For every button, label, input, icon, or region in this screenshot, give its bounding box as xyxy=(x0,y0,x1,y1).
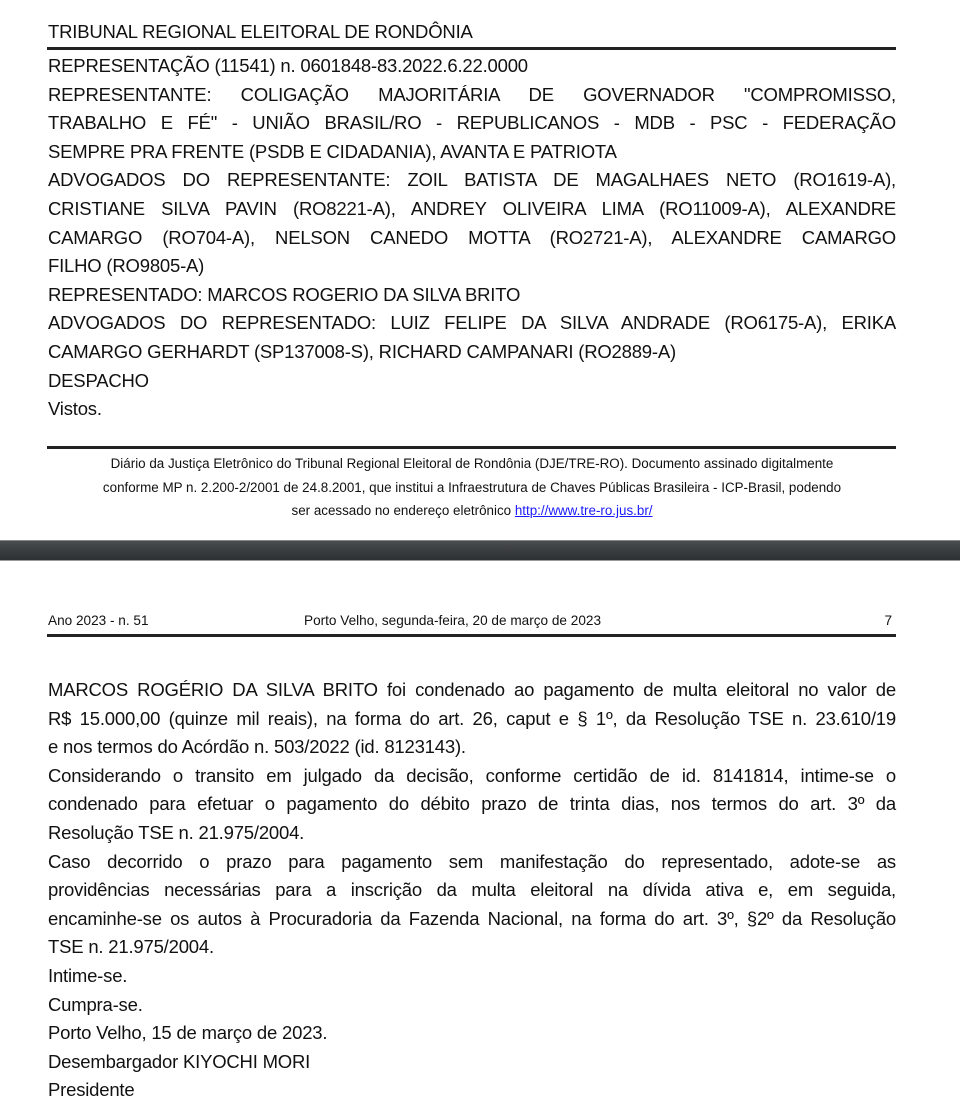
text-line: Caso decorrido o prazo para pagamento sem manifestação do representado, adote-se as xyxy=(48,850,896,872)
text-line: SEMPRE PRA FRENTE (PSDB E CIDADANIA), AVANTA E PATRIOTA xyxy=(48,140,617,162)
text-line: Considerando o transito em julgado da decisão, conforme certidão de id. 8141814, intime-se o xyxy=(48,764,896,786)
text-line: encaminhe-se os autos à Procuradoria da Fazenda Nacional, na forma do art. 3º, §2º da Resolução xyxy=(48,907,896,929)
text-line: ADVOGADOS DO REPRESENTADO: LUIZ FELIPE DA SILVA ANDRADE (RO6175-A), ERIKA xyxy=(48,312,896,334)
text-line: Resolução TSE n. 21.975/2004. xyxy=(48,821,305,843)
text-line: R$ 15.000,00 (quinze mil reais), na forma do art. 26, caput e § 1º, da Resolução TSE n. 23.610/19 xyxy=(48,707,896,729)
text-line: CAMARGO (RO704-A), NELSON CANEDO MOTTA (RO2721-A), ALEXANDRE CAMARGO xyxy=(48,226,896,248)
footer-line-1: Diário da Justiça Eletrônico do Tribunal Regional Eleitoral de Rondônia (DJE/TRE-RO). Documento assinado digitalmente xyxy=(110,456,834,471)
despacho-body xyxy=(48,676,896,1105)
text-line: Presidente xyxy=(48,1079,135,1101)
text-line: REPRESENTAÇÃO (11541) n. 0601848-83.2022.6.22.0000 xyxy=(48,55,528,76)
edition-number: Ano 2023 - n. 51 xyxy=(48,613,149,628)
document-page-bottom xyxy=(0,561,960,1110)
footer-line-2: conforme MP n. 2.200-2/2001 de 24.8.2001, que institui a Infraestrutura de Chaves Públicas Brasileira - ICP-Brasil, podendo xyxy=(102,479,842,495)
footer-note xyxy=(48,452,896,523)
text-line: Desembargador KIYOCHI MORI xyxy=(48,1050,311,1072)
text-line: e nos termos do Acórdão n. 503/2022 (id. 8123143). xyxy=(48,736,466,758)
text-line: Porto Velho, 15 de março de 2023. xyxy=(48,1022,328,1044)
text-line: condenado para efetuar o pagamento do débito prazo de trinta dias, nos termos do art. 3º da xyxy=(48,793,896,815)
page-header xyxy=(48,613,896,633)
text-line: CAMARGO GERHARDT (SP137008-S), RICHARD CAMPANARI (RO2889-A) xyxy=(48,340,676,362)
text-line: DESPACHO xyxy=(48,369,149,391)
text-line: FILHO (RO9805-A) xyxy=(48,255,205,277)
text-line: Cumpra-se. xyxy=(48,993,143,1015)
header-rule xyxy=(47,47,896,50)
text-line: TRABALHO E FÉ" - UNIÃO BRASIL/RO - REPUBLICANOS - MDB - PSC - FEDERAÇÃO xyxy=(48,112,896,134)
text-line: MARCOS ROGÉRIO DA SILVA BRITO foi condenado ao pagamento de multa eleitoral no valor de xyxy=(48,679,896,700)
text-line: REPRESENTANTE: COLIGAÇÃO MAJORITÁRIA DE GOVERNADOR "COMPROMISSO, xyxy=(48,83,896,105)
page-number: 7 xyxy=(884,613,892,628)
footer-line-3-text: ser acessado no endereço eletrônico xyxy=(291,503,515,519)
text-line: TSE n. 21.975/2004. xyxy=(48,936,214,958)
text-line: ADVOGADOS DO REPRESENTANTE: ZOIL BATISTA DE MAGALHAES NETO (RO1619-A), xyxy=(48,169,896,191)
text-line: Vistos. xyxy=(48,398,102,420)
page-header-rule xyxy=(47,634,896,637)
page-separator xyxy=(0,540,960,561)
footer-rule xyxy=(47,446,896,449)
court-website-link[interactable]: http://www.tre-ro.jus.br/ xyxy=(514,503,653,519)
text-line: CRISTIANE SILVA PAVIN (RO8221-A), ANDREY OLIVEIRA LIMA (RO11009-A), ALEXANDRE xyxy=(48,197,896,219)
text-line: providências necessárias para a inscrição da multa eleitoral na dívida ativa e, em seguida, xyxy=(48,879,896,901)
document-page-top xyxy=(0,0,960,540)
court-header-title: TRIBUNAL REGIONAL ELEITORAL DE RONDÔNIA xyxy=(48,21,473,42)
edition-date: Porto Velho, segunda-feira, 20 de março de 2023 xyxy=(304,613,601,628)
case-details xyxy=(48,52,896,424)
text-line: REPRESENTADO: MARCOS ROGERIO DA SILVA BRITO xyxy=(48,283,521,305)
text-line: Intime-se. xyxy=(48,964,128,986)
footer-line-3 xyxy=(48,499,896,523)
